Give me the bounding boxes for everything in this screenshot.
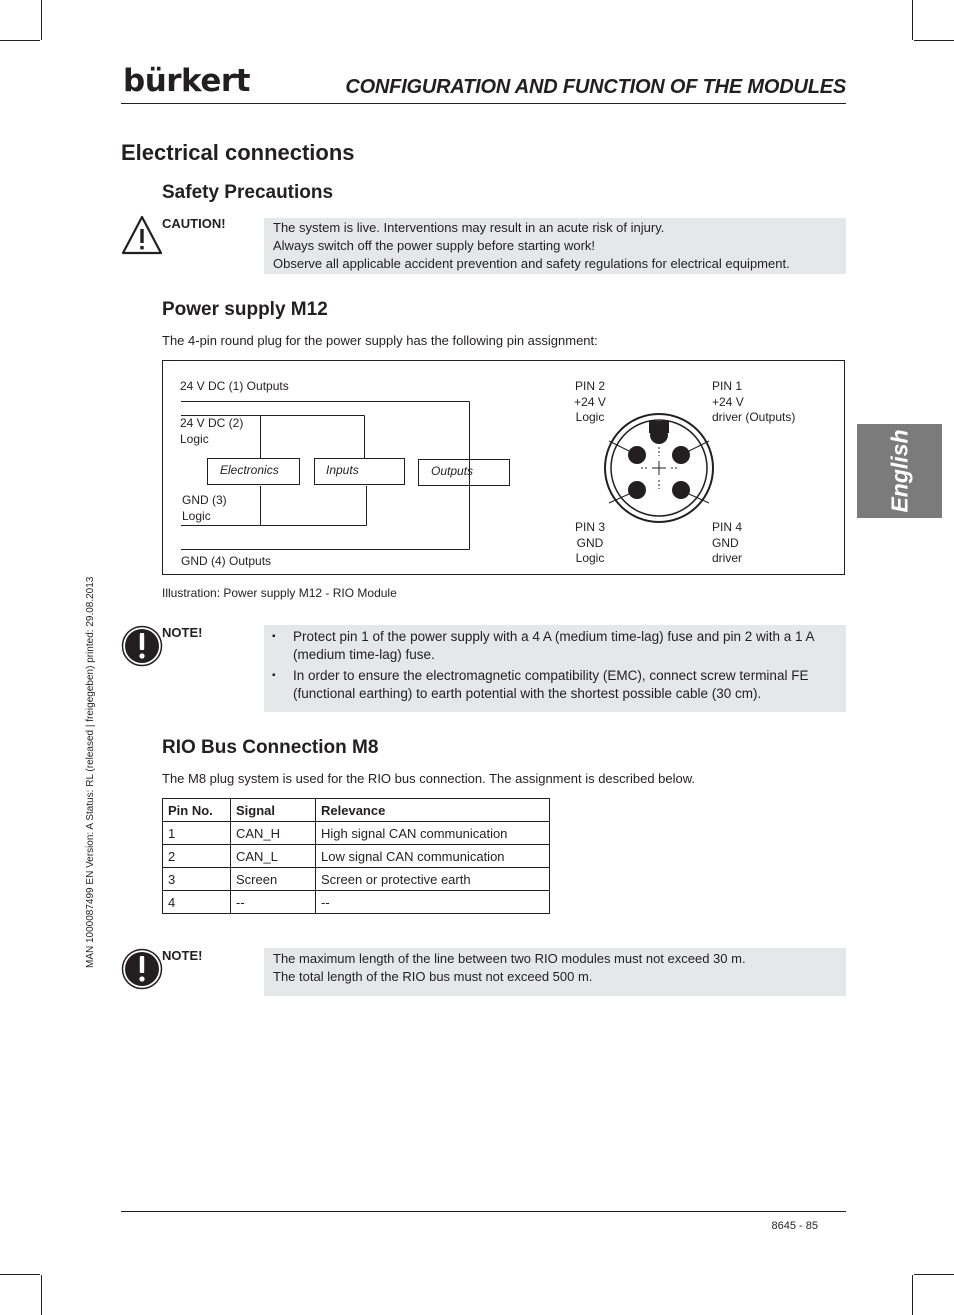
pin3-label: PIN 3 GND Logic <box>574 520 605 565</box>
caution-line: Always switch off the power supply before starting work! <box>273 238 596 253</box>
box-outputs: Outputs <box>431 464 474 478</box>
crop-mark <box>914 40 954 41</box>
note-item: ▪ Protect pin 1 of the power supply with a 4 A (medium time-lag) fuse and pin 2 with a 1 A (medium time-lag) fuse. <box>272 628 840 663</box>
table-row <box>163 822 550 845</box>
crop-mark <box>0 1274 40 1275</box>
label-24v-dc-2-logic: Logic <box>180 432 209 446</box>
label-gnd-3-logic: Logic <box>182 509 211 523</box>
caution-box <box>264 218 846 274</box>
table-cell: CAN_L <box>231 845 316 868</box>
page-title: Electrical connections <box>121 140 355 165</box>
label-gnd-3: GND (3) <box>182 493 227 507</box>
pin-table <box>162 798 550 914</box>
note-box <box>264 625 846 712</box>
box-electronics: Electronics <box>220 463 279 477</box>
note-item: ▪ In order to ensure the electromagnetic compatibility (EMC), connect screw terminal FE (functional earthing) to earth potential with the shortest possible cable (30 cm). <box>272 667 840 702</box>
label-24v-dc-1: 24 V DC (1) Outputs <box>180 379 289 393</box>
label-24v-dc-2: 24 V DC (2) <box>180 416 244 430</box>
table-cell: -- <box>316 891 550 914</box>
m12-connector-icon <box>605 414 713 522</box>
column-header: Pin No. <box>163 799 231 822</box>
crop-mark <box>0 40 40 41</box>
table-cell: 1 <box>163 822 231 845</box>
table-cell: High signal CAN communication <box>316 822 550 845</box>
label-gnd-4: GND (4) Outputs <box>181 554 272 568</box>
diagram-caption: Illustration: Power supply M12 - RIO Module <box>162 586 397 600</box>
note-icon <box>121 948 163 995</box>
caution-line: Observe all applicable accident prevention and safety regulations for electrical equipment. <box>273 256 790 271</box>
language-tab <box>857 424 942 518</box>
language-label: English <box>886 429 912 513</box>
warning-icon <box>121 214 163 261</box>
page-number: 8645 - 85 <box>771 1220 818 1232</box>
table-row <box>163 891 550 914</box>
table-cell: 4 <box>163 891 231 914</box>
note-line: The total length of the RIO bus must not exceed 500 m. <box>273 969 593 984</box>
crop-mark <box>41 1275 42 1315</box>
caution-line: The system is live. Interventions may result in an acute risk of injury. <box>273 220 665 235</box>
pin4-label: PIN 4 GND driver <box>712 520 743 565</box>
note-icon <box>121 625 163 672</box>
table-cell: Low signal CAN communication <box>316 845 550 868</box>
note-line: The maximum length of the line between two RIO modules must not exceed 30 m. <box>273 951 746 966</box>
table-cell: CAN_H <box>231 822 316 845</box>
column-header: Signal <box>231 799 316 822</box>
crop-mark <box>914 1274 954 1275</box>
crop-mark <box>912 1275 913 1315</box>
pin-assignment-diagram <box>162 360 845 575</box>
caution-label: CAUTION! <box>162 216 226 231</box>
rio-intro: The M8 plug system is used for the RIO bus connection. The assignment is described below. <box>162 771 696 786</box>
note-box <box>264 948 846 996</box>
table-cell: Screen <box>231 868 316 891</box>
note-label: NOTE! <box>162 948 203 963</box>
crop-mark <box>41 0 42 40</box>
power-intro: The 4-pin round plug for the power supply has the following pin assignment: <box>162 333 598 348</box>
table-cell: 3 <box>163 868 231 891</box>
pin2-label: PIN 2 +24 V Logic <box>574 379 606 424</box>
table-row <box>163 845 550 868</box>
power-heading: Power supply M12 <box>162 299 328 320</box>
box-inputs: Inputs <box>326 463 359 477</box>
note-label: NOTE! <box>162 625 203 640</box>
column-header: Relevance <box>316 799 550 822</box>
crop-mark <box>912 0 913 40</box>
table-cell: Screen or protective earth <box>316 868 550 891</box>
page-header-title: CONFIGURATION AND FUNCTION OF THE MODULES <box>345 76 846 98</box>
table-cell: -- <box>231 891 316 914</box>
table-cell: 2 <box>163 845 231 868</box>
pin1-label: PIN 1 +24 V driver (Outputs) <box>712 379 796 424</box>
table-header-row <box>163 799 550 822</box>
header-rule <box>121 103 846 104</box>
table-row <box>163 868 550 891</box>
brand-logo: bürkert <box>123 63 250 99</box>
footer-rule <box>121 1211 846 1212</box>
rio-heading: RIO Bus Connection M8 <box>162 737 379 758</box>
document-status-note: MAN 1000087499 EN Version: A Status: RL (released | freigegeben) printed: 29.08.2013 <box>85 576 96 968</box>
safety-heading: Safety Precautions <box>162 182 334 203</box>
